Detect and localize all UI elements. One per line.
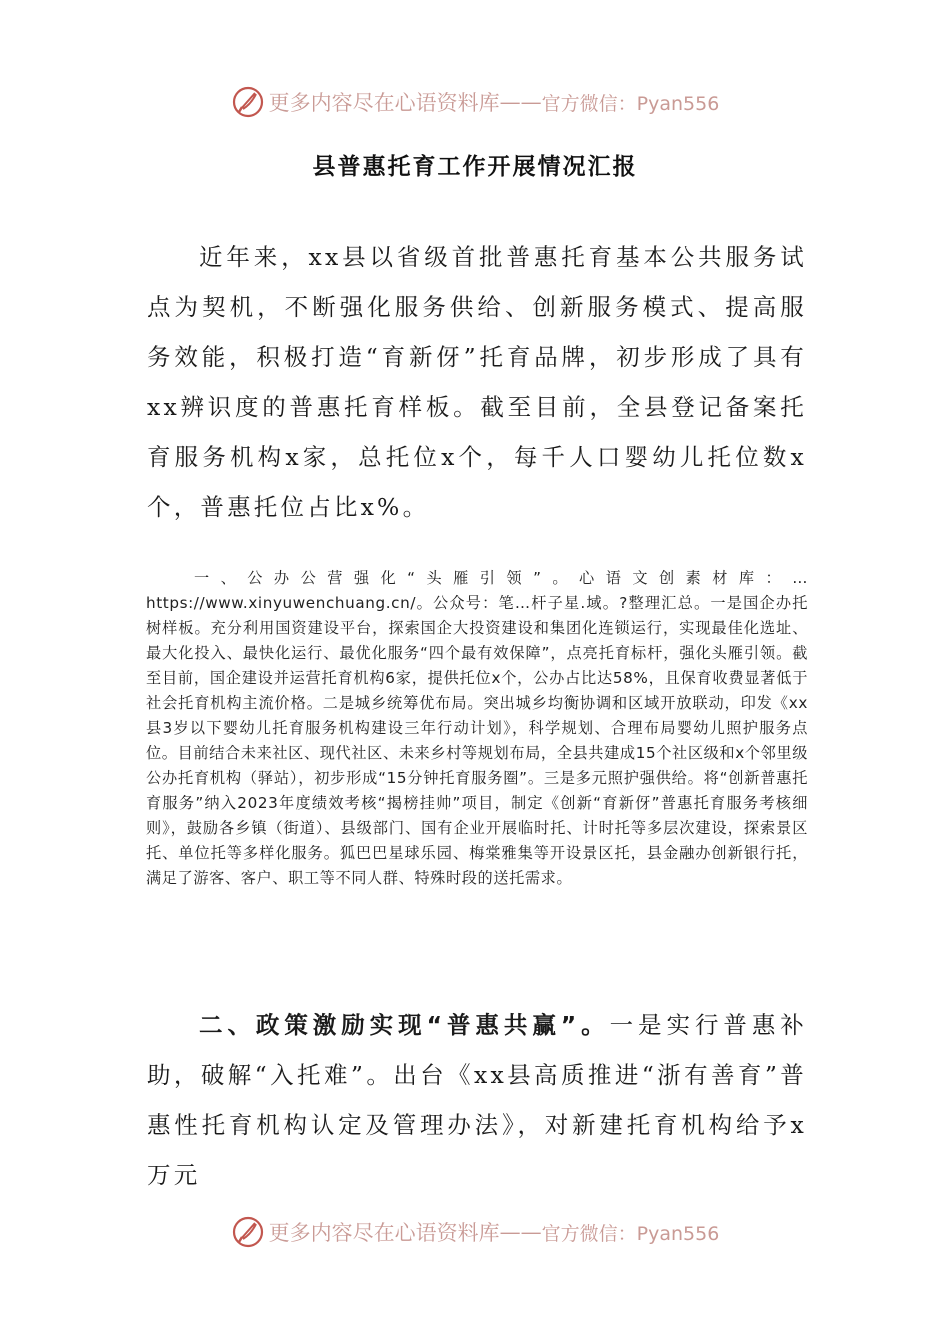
watermark-wechat: 官方微信：Pyan556 [541, 1222, 720, 1245]
section-one-paragraph: 一、公办公营强化“头雁引领”。心语文创素材库：…https://www.xinyuwenchuang.cn/。公众号：笔…杆子星.域。?整理汇总。一是国企办托树样板。充分利用国资建设平台，探索国企大投资建设和集团化连锁运行，实现最佳化选址、最大化投入、最快化运行、最优化服务“四个最有效保障”，点亮托育标杆，强化头雁引领。截至目前，国企建设并运营托育机构6家，提供托位x个，公办占比达58%，且保育收费显著低于社会托育机构主流价格。二是城乡统筹优布局。突出城乡均衡协调和区域开放联动，印发《xx县3岁以下婴幼儿托育服务机构建设三年行动计划》，科学规划、合理布局婴幼儿照护服务点位。目前结合未来社区、现代社区、未来乡村等规划布局，全县共建成15个社区级和x个邻里级公办托育机构（驿站），初步形成“15分钟托育服务圈”。三是多元照护强供给。将“创新普惠托育服务”纳入2023年度绩效考核“揭榜挂帅”项目，制定《创新“育新伢”普惠托育服务考核细则》，鼓励各乡镇（街道）、县级部门、国有企业开展临时托、计时托等多层次建设，探索景区托、单位托等多样化服务。狐巴巴星球乐园、梅棠雅集等开设景区托，县金融办创新银行托，满足了游客、客户、职工等不同人群、特殊时段的送托需求。 [146, 569, 808, 887]
quill-logo-icon [231, 85, 265, 119]
footer-watermark [0, 1212, 950, 1252]
watermark-brand: 更多内容尽在心语资料库 [268, 1221, 500, 1245]
watermark-wechat: 官方微信：Pyan556 [541, 92, 720, 115]
header-watermark [0, 82, 950, 122]
watermark-brand: 更多内容尽在心语资料库 [268, 91, 500, 115]
quill-logo-icon [231, 1215, 265, 1249]
watermark-dash: —— [499, 90, 542, 114]
section-two-paragraph [147, 1000, 807, 1200]
section-two-heading: 二、政策激励实现“普惠共赢”。 [199, 1011, 610, 1039]
section-two-body: 一是实行普惠补助，破解“入托难”。出台《xx县高质推进“浙有善育”普惠性托育机构认定及管理办法》，对新建托育机构给予x万元 [147, 1011, 807, 1189]
document-title: 县普惠托育工作开展情况汇报 [312, 153, 638, 180]
intro-paragraph: 近年来，xx县以省级首批普惠托育基本公共服务试点为契机，不断强化服务供给、创新服务模式、提高服务效能，积极打造“育新伢”托育品牌，初步形成了具有xx辨识度的普惠托育样板。截至目前，全县登记备案托育服务机构x家，总托位x个，每千人口婴幼儿托位数x个，普惠托位占比x%。 [147, 243, 807, 521]
watermark-dash: —— [499, 1220, 542, 1244]
